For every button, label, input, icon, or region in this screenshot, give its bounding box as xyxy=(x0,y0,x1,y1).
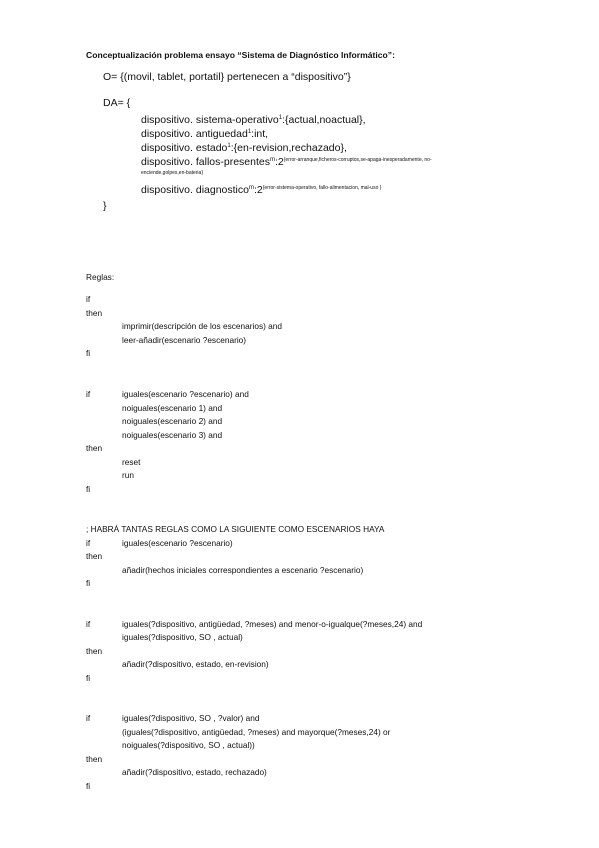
rule-then: then xyxy=(86,646,103,656)
attribute-line: dispositivo. estado$^1$:{en-revision,rechazado}, xyxy=(141,142,347,154)
document-title: Conceptualización problema ensayo “Sistema de Diagnóstico Informático”: xyxy=(86,50,395,60)
rule-fi: fi xyxy=(86,484,91,494)
rule-if: if xyxy=(86,619,91,629)
rule-then: then xyxy=(86,551,103,561)
rule-condition: iguales(escenario ?escenario) xyxy=(122,538,233,548)
rule-condition: iguales(?dispositivo, SO , actual) xyxy=(122,632,243,642)
rule-if: if xyxy=(86,294,91,304)
rule-action: leer-añadir(escenario ?escenario) xyxy=(122,335,247,345)
rule-fi: fi xyxy=(86,578,91,588)
rule-condition: noiguales(escenario 3) and xyxy=(122,430,223,440)
rule-action: imprimir(descripción de los escenarios) and xyxy=(122,321,283,331)
rule-condition: iguales(?dispositivo, SO , ?valor) and xyxy=(122,713,260,723)
rule-condition: iguales(?dispositivo, antigüedad, ?meses) and menor-o-igualque(?meses,24) and xyxy=(122,619,423,629)
rule-fi: fi xyxy=(86,781,91,791)
attributes-close: } xyxy=(103,200,107,212)
attribute-line: dispositivo. antiguedad$^1$:int, xyxy=(141,128,269,140)
rule-if: if xyxy=(86,389,91,399)
rule-fi: fi xyxy=(86,673,91,683)
rules-comment: ; HABRÁ TANTAS REGLAS COMO LA SIGUIENTE COMO ESCENARIOS HAYA xyxy=(86,524,385,534)
rule-condition: noiguales(escenario 2) and xyxy=(122,416,223,426)
rules-heading: Reglas: xyxy=(86,272,115,282)
rule-action: run xyxy=(122,470,134,480)
rule-if: if xyxy=(86,713,91,723)
rule-fi: fi xyxy=(86,348,91,358)
rule-condition: noiguales(?dispositivo, SO , actual)) xyxy=(122,740,255,750)
attribute-wrap: enciende,golpes,en-bateria} xyxy=(141,170,203,176)
rule-condition: iguales(escenario ?escenario) and xyxy=(122,389,249,399)
objects-definition: O= {(movil, tablet, portatil} pertenecen a “dispositivo”} xyxy=(103,71,351,83)
rule-if: if xyxy=(86,538,91,548)
rule-then: then xyxy=(86,308,103,318)
rule-then: then xyxy=(86,443,103,453)
rule-action: añadir(hechos iniciales correspondientes a escenario ?escenario) xyxy=(122,565,364,575)
rule-condition: (iguales(?dispositivo, antigüedad, ?meses) and mayorque(?meses,24) or xyxy=(122,727,391,737)
rule-action: añadir(?dispositivo, estado, rechazado) xyxy=(122,767,267,777)
rule-action: añadir(?dispositivo, estado, en-revision) xyxy=(122,659,269,669)
attribute-line: dispositivo. $diagnostico^m:2^{\{error-sistema-operativo, fallo-alimentacion, mal-uso \}}$ xyxy=(141,184,382,196)
attributes-open: DA= { xyxy=(103,97,131,109)
attribute-line: dispositivo. fallos-$presentes^m:2^{\{error-arranque,ficheros-corruptos,se-apaga-inesperadamente, no-}$ xyxy=(141,156,432,168)
attribute-line: dispositivo. sistema-operativo$^1$:{actual,noactual}, xyxy=(141,114,366,126)
rule-condition: noiguales(escenario 1) and xyxy=(122,403,223,413)
rule-action: reset xyxy=(122,457,141,467)
rule-then: then xyxy=(86,754,103,764)
